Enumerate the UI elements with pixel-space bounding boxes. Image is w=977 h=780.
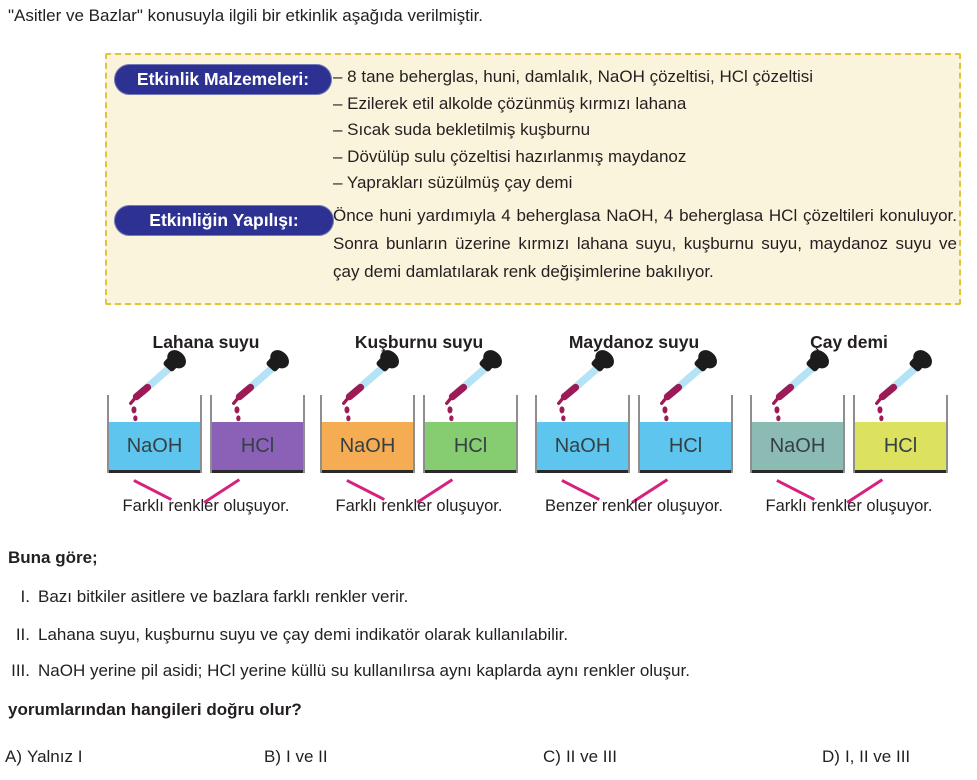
group-title: Lahana suyu bbox=[152, 332, 260, 352]
beaker-wall bbox=[200, 395, 202, 473]
result-caption: Benzer renkler oluşuyor. bbox=[545, 497, 723, 515]
beaker-hcl bbox=[423, 395, 518, 473]
beaker-hcl bbox=[638, 395, 733, 473]
procedure-label-pill: Etkinliğin Yapılışı: bbox=[114, 205, 334, 236]
materials-label-pill: Etkinlik Malzemeleri: bbox=[114, 64, 332, 95]
beaker-liquid bbox=[212, 422, 303, 473]
beaker-label: HCl bbox=[668, 434, 703, 457]
beaker-liquid bbox=[752, 422, 843, 473]
activity-box bbox=[105, 53, 961, 305]
option-text: I, II ve III bbox=[844, 747, 911, 766]
statement-numeral: III. bbox=[11, 661, 30, 680]
option-c bbox=[543, 747, 617, 767]
option-d bbox=[822, 747, 910, 767]
beaker-liquid bbox=[109, 422, 200, 473]
option-label: C) bbox=[543, 747, 561, 766]
beaker-label: NaOH bbox=[339, 434, 396, 457]
procedure-text: Önce huni yardımıyla 4 beherglasa NaOH, 4 beherglasa HCl çözeltileri konuluyor. Sonra bunların üzerine kırmızı lahana suyu, kuşburnu suyu, maydanoz suyu ve çay demi damlatılarak renk değişimlerine bakılıyor. bbox=[333, 206, 957, 281]
result-caption: Farklı renkler oluşuyor. bbox=[122, 497, 290, 515]
group-title: Maydanoz suyu bbox=[568, 332, 700, 352]
beaker-wall bbox=[731, 395, 733, 473]
material-item: – Dövülüp sulu çözeltisi hazırlanmış maydanoz bbox=[333, 146, 687, 166]
statement-row bbox=[0, 661, 690, 681]
experiment-diagram bbox=[0, 330, 977, 525]
option-label: A) bbox=[5, 747, 22, 766]
statement-text: Lahana suyu, kuşburnu suyu ve çay demi indikatör olarak kullanılabilir. bbox=[38, 625, 569, 644]
beaker-liquid bbox=[855, 422, 946, 473]
beaker-naoh bbox=[107, 395, 202, 473]
result-caption: Farklı renkler oluşuyor. bbox=[765, 497, 933, 515]
beaker-liquid bbox=[537, 422, 628, 473]
statement-row bbox=[0, 625, 568, 645]
beaker-label: HCl bbox=[453, 434, 488, 457]
test-group-kusburnu-suyu bbox=[320, 330, 518, 525]
beaker-liquid bbox=[425, 422, 516, 473]
material-item: – Ezilerek etil alkolde çözünmüş kırmızı lahana bbox=[333, 93, 687, 113]
group-title: Çay demi bbox=[810, 332, 888, 352]
beaker-naoh bbox=[320, 395, 415, 473]
test-group-maydanoz-suyu bbox=[535, 330, 733, 525]
materials-list bbox=[333, 64, 813, 197]
beaker-wall bbox=[843, 395, 845, 473]
option-label: D) bbox=[822, 747, 840, 766]
beaker-wall bbox=[516, 395, 518, 473]
beaker-hcl bbox=[853, 395, 948, 473]
test-group-lahana-suyu bbox=[107, 330, 305, 525]
beaker-label: NaOH bbox=[769, 434, 826, 457]
option-label: B) bbox=[264, 747, 281, 766]
intro-text: "Asitler ve Bazlar" konusuyla ilgili bir etkinlik aşağıda verilmiştir. bbox=[8, 6, 484, 25]
statement-numeral: I. bbox=[20, 587, 30, 606]
question-prompt: yorumlarından hangileri doğru olur? bbox=[8, 700, 302, 719]
statement-numeral: II. bbox=[15, 625, 30, 644]
material-item: – Sıcak suda bekletilmiş kuşburnu bbox=[333, 120, 591, 139]
option-text: Yalnız I bbox=[27, 747, 83, 766]
beaker-wall bbox=[303, 395, 305, 473]
option-b bbox=[264, 747, 328, 767]
beaker-liquid bbox=[322, 422, 413, 473]
test-group-cay-demi bbox=[750, 330, 948, 525]
beaker-label: NaOH bbox=[126, 434, 183, 457]
beaker-naoh bbox=[750, 395, 845, 473]
statement-text: Bazı bitkiler asitlere ve bazlara farklı renkler verir. bbox=[38, 587, 409, 606]
beaker-liquid bbox=[640, 422, 731, 473]
option-text: I ve II bbox=[286, 747, 328, 766]
option-a bbox=[5, 747, 82, 767]
group-title: Kuşburnu suyu bbox=[354, 332, 484, 352]
beaker-hcl bbox=[210, 395, 305, 473]
lead-text: Buna göre; bbox=[8, 548, 98, 567]
statement-row bbox=[0, 587, 408, 607]
beaker-wall bbox=[628, 395, 630, 473]
beaker-wall bbox=[413, 395, 415, 473]
beaker-wall bbox=[946, 395, 948, 473]
beaker-label: HCl bbox=[240, 434, 275, 457]
beaker-label: NaOH bbox=[554, 434, 611, 457]
beaker-naoh bbox=[535, 395, 630, 473]
material-item: – 8 tane beherglas, huni, damlalık, NaOH çözeltisi, HCl çözeltisi bbox=[333, 67, 813, 86]
statement-text: NaOH yerine pil asidi; HCl yerine küllü su kullanılırsa aynı kaplarda aynı renkler oluşur. bbox=[38, 661, 690, 680]
option-text: II ve III bbox=[565, 747, 617, 766]
result-caption: Farklı renkler oluşuyor. bbox=[335, 497, 503, 515]
beaker-label: HCl bbox=[883, 434, 918, 457]
material-item: – Yaprakları süzülmüş çay demi bbox=[333, 173, 573, 192]
